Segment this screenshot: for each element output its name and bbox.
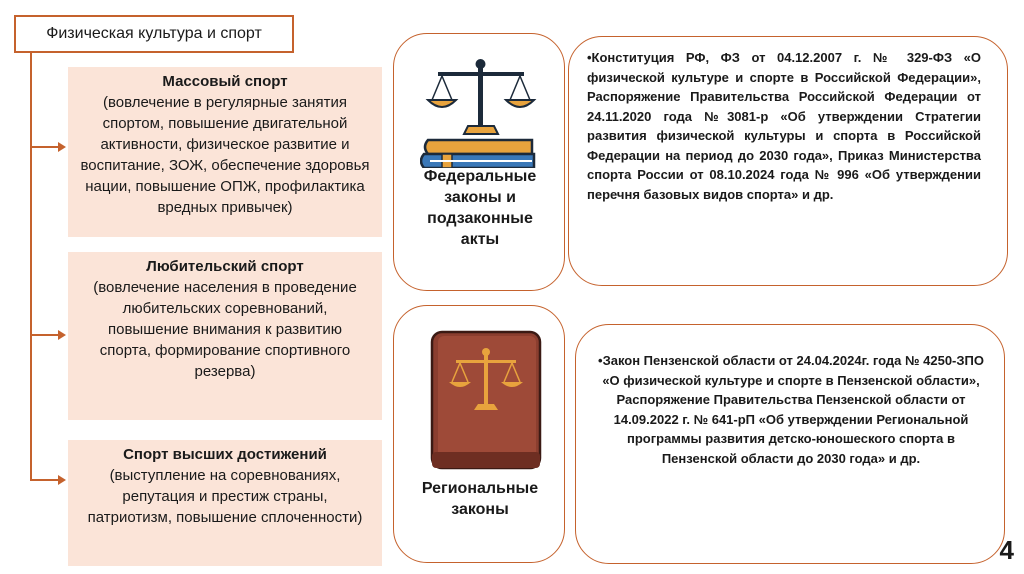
regional-laws-card [575,324,1005,564]
federal-laws-card [568,36,1008,286]
page-number: 4 [999,535,1014,565]
federal-label: Федеральные законы и подзаконные акты [423,168,537,248]
law-book-with-scales-icon [430,330,542,470]
connector-3 [30,479,60,481]
arrow-2 [58,330,66,340]
federal-icon-card [393,33,565,291]
page-title [14,15,294,53]
amateur-sport-description: (вовлечение населения в проведение любительских соревнований, повышение внимания к развитию спорта, формирование спортивного резерва) [93,279,357,380]
connector-1 [30,146,60,148]
elite-sport-heading: Спорт высших достижений [123,446,327,463]
vertical-connector [30,53,32,480]
connector-2 [30,334,60,336]
mass-sport-heading: Массовый спорт [162,73,288,90]
amateur-sport-box [68,252,382,420]
federal-laws-text: •Конституция РФ, ФЗ от 04.12.2007 г. № 329-ФЗ «О физической культуре и спорте в Российской Федерации», Распоряжение Правительства Российской Федерации от 24.11.2020 года №3081-р «Об утверждении Стратегии развития физической культуры и спорта в Российской Федерации на период до 2030 года», Приказ Министерства спорта России от 08.10.2024 года № 996 «Об утверждении перечня базовых видов спорта» и др. [587,50,981,202]
elite-sport-description: (выступление на соревнованиях, репутация и престиж страны, патриотизм, повышение сплоченности) [87,467,363,526]
title-text: Физическая культура и спорт [46,25,262,42]
mass-sport-box [68,67,382,237]
regional-laws-text: •Закон Пензенской области от 24.04.2024г. года № 4250-ЗПО «О физической культуре и спорте в Пензенской области», Распоряжение Правительства Пензенской области от 14.09.2022 г. № 641-рП «Об утверждении Региональной программы развития детско-юношеского спорта в Пензенской области до 2030 года» и др. [598,353,984,466]
mass-sport-description: (вовлечение в регулярные занятия спортом, повышение двигательной активности, физическое развитие и воспитание, ЗОЖ, обеспечение здоровья нации, повышение ОПЖ, профилактика вредных привычек) [80,94,370,216]
regional-label: Региональные законы [421,480,539,518]
amateur-sport-heading: Любительский спорт [146,258,304,275]
regional-icon-card [393,305,565,563]
scales-on-books-icon [420,58,540,168]
arrow-3 [58,475,66,485]
elite-sport-box [68,440,382,566]
arrow-1 [58,142,66,152]
